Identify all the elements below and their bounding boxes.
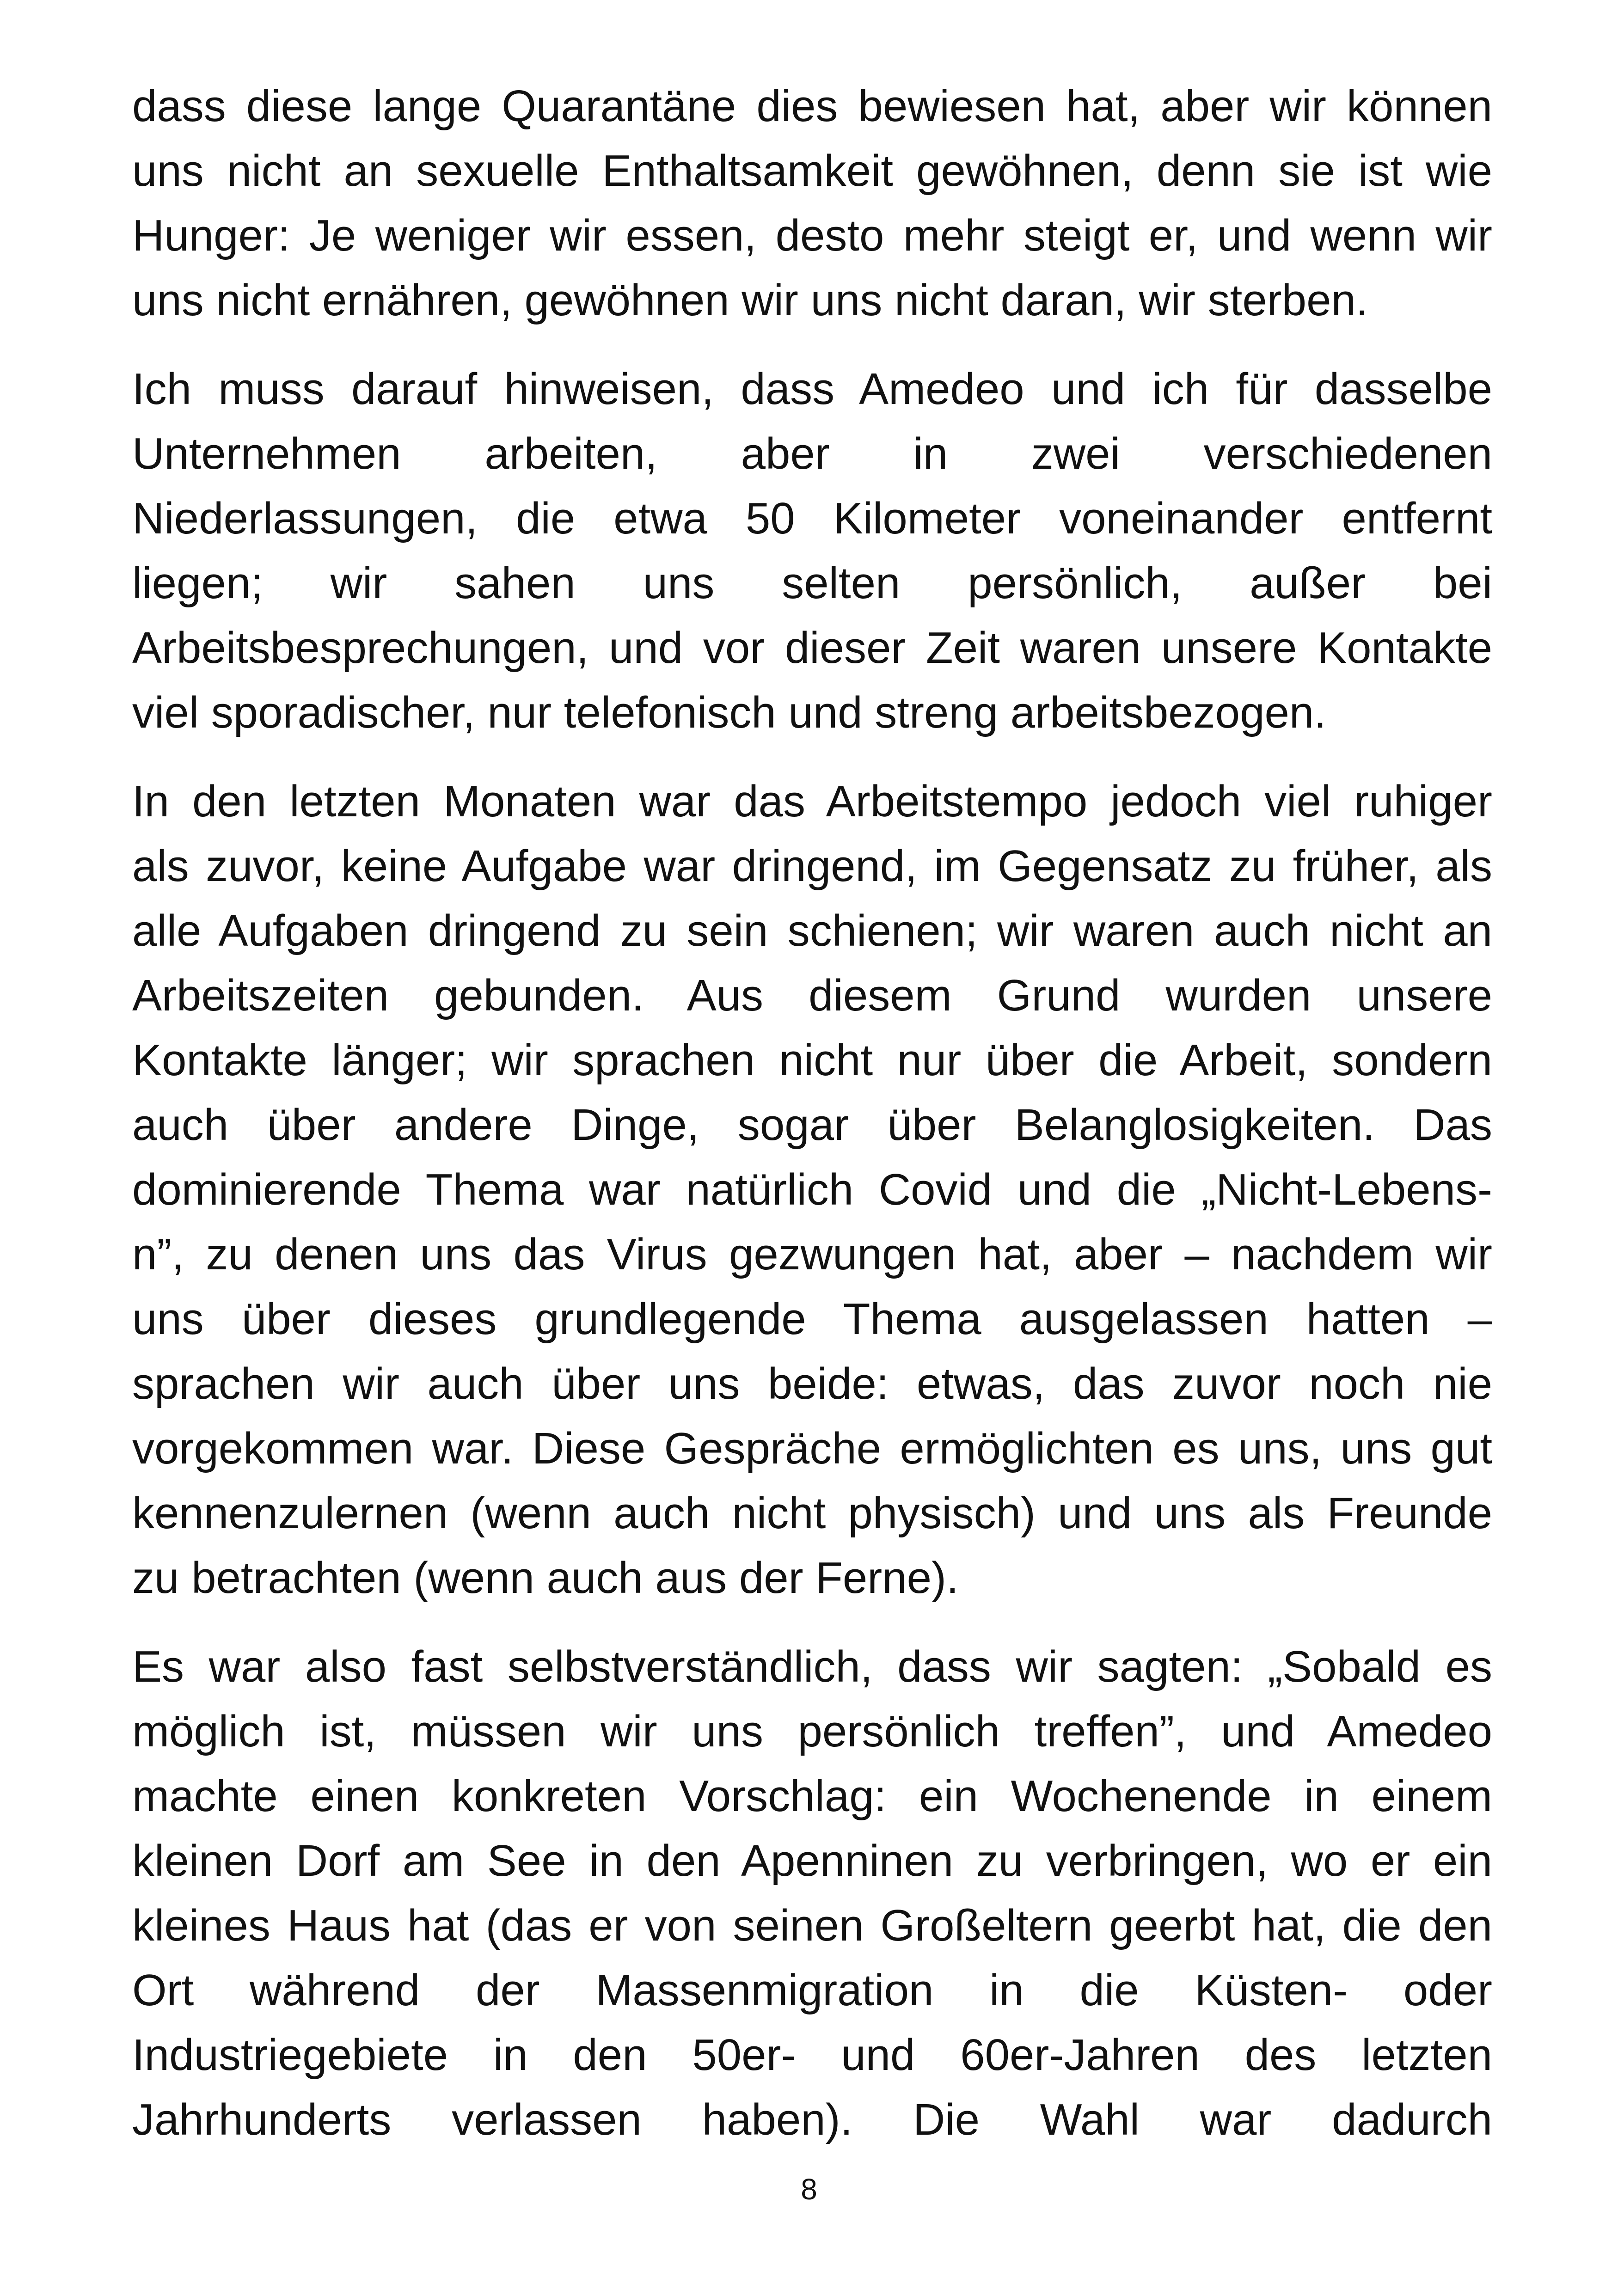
text-line: Arbeitszeiten gebunden. Aus diesem Grund wurden unsere <box>132 971 1492 1020</box>
paragraph-spacer <box>132 333 1492 357</box>
text-line: Es war also fast selbstverständlich, dass wir sagten: „Sobald es <box>132 1642 1492 1691</box>
text-line: uns über dieses grundlegende Thema ausgelassen hatten – <box>132 1294 1492 1344</box>
text-line: zu betrachten (wenn auch aus der Ferne). <box>132 1553 959 1603</box>
text-line: Ort während der Massenmigration in die Küsten- oder <box>132 1965 1492 2015</box>
paragraph-spacer <box>132 1610 1492 1635</box>
paragraph-3 <box>132 769 1492 1610</box>
text-line: Ich muss darauf hinweisen, dass Amedeo und ich für dasselbe <box>132 364 1492 414</box>
text-line: In den letzten Monaten war das Arbeitstempo jedoch viel ruhiger <box>132 777 1492 826</box>
text-line: dass diese lange Quarantäne dies bewiesen hat, aber wir können <box>132 81 1492 131</box>
text-line: uns nicht ernähren, gewöhnen wir uns nicht daran, wir sterben. <box>132 276 1368 325</box>
body-text <box>132 74 1492 2152</box>
text-line: als zuvor, keine Aufgabe war dringend, im Gegensatz zu früher, als <box>132 841 1492 891</box>
text-line: viel sporadischer, nur telefonisch und streng arbeitsbezogen. <box>132 688 1326 737</box>
text-line: kennenzulernen (wenn auch nicht physisch) und uns als Freunde <box>132 1488 1492 1538</box>
paragraph-spacer <box>132 745 1492 769</box>
paragraph-2 <box>132 357 1492 745</box>
text-line: Kontakte länger; wir sprachen nicht nur über die Arbeit, sondern <box>132 1035 1492 1085</box>
page-number: 8 <box>801 2173 817 2206</box>
text-line: machte einen konkreten Vorschlag: ein Wochenende in einem <box>132 1771 1492 1821</box>
text-line: Niederlassungen, die etwa 50 Kilometer voneinander entfernt <box>132 494 1492 543</box>
text-line: dominierende Thema war natürlich Covid und die „Nicht-Lebens- <box>132 1165 1492 1214</box>
text-line: Unternehmen arbeiten, aber in zwei verschiedenen <box>132 429 1492 478</box>
paragraph-4 <box>132 1635 1492 2152</box>
text-line: sprachen wir auch über uns beide: etwas, das zuvor noch nie <box>132 1359 1492 1408</box>
text-line: Arbeitsbesprechungen, und vor dieser Zeit waren unsere Kontakte <box>132 623 1492 673</box>
paragraph-1 <box>132 74 1492 333</box>
text-line: n”, zu denen uns das Virus gezwungen hat, aber – nachdem wir <box>132 1230 1492 1279</box>
text-line: liegen; wir sahen uns selten persönlich, außer bei <box>132 558 1492 608</box>
text-line: Industriegebiete in den 50er- und 60er-Jahren des letzten <box>132 2030 1492 2080</box>
text-line: uns nicht an sexuelle Enthaltsamkeit gewöhnen, denn sie ist wie <box>132 146 1492 196</box>
text-line: alle Aufgaben dringend zu sein schienen; wir waren auch nicht an <box>132 906 1492 955</box>
text-line: Jahrhunderts verlassen haben). Die Wahl war dadurch <box>132 2095 1492 2144</box>
text-line: Hunger: Je weniger wir essen, desto mehr steigt er, und wenn wir <box>132 211 1492 260</box>
text-line: auch über andere Dinge, sogar über Belanglosigkeiten. Das <box>132 1100 1492 1150</box>
text-line: kleines Haus hat (das er von seinen Großeltern geerbt hat, die den <box>132 1901 1492 1950</box>
text-line: vorgekommen war. Diese Gespräche ermöglichten es uns, uns gut <box>132 1424 1492 1473</box>
text-line: möglich ist, müssen wir uns persönlich treffen”, und Amedeo <box>132 1707 1492 1756</box>
text-line: kleinen Dorf am See in den Apenninen zu verbringen, wo er ein <box>132 1836 1492 1886</box>
